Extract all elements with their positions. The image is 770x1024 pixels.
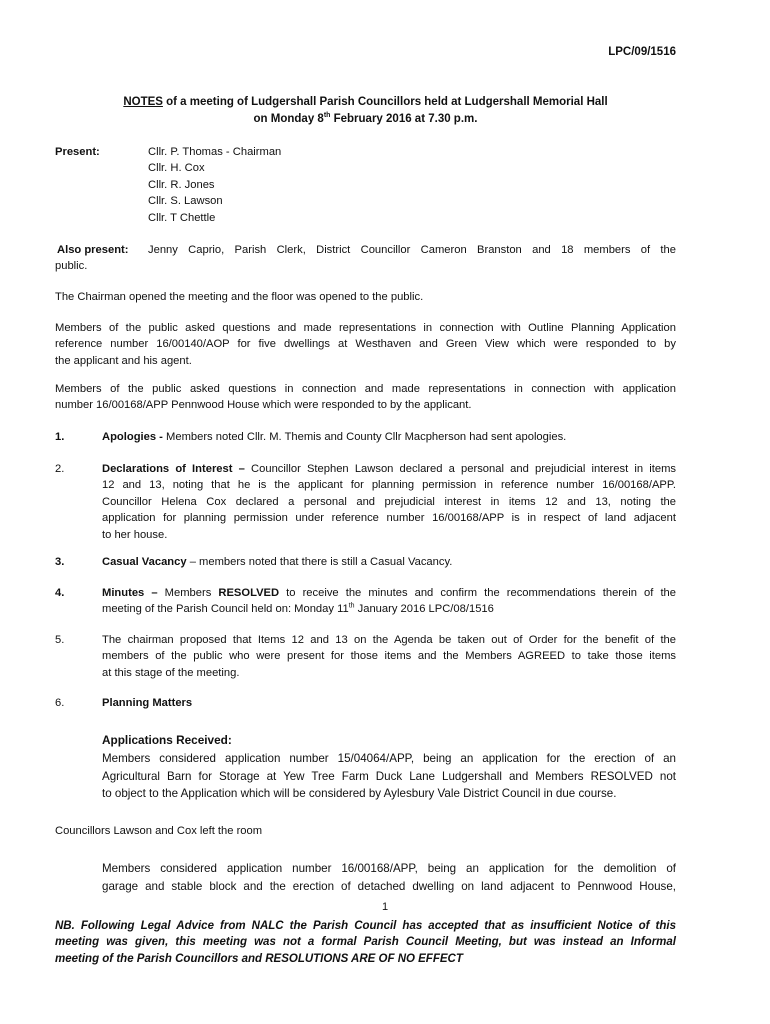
title-sup: th [323, 112, 331, 120]
item-text: application for planning permission under reference number 16/00168/APP is in respect of land adjacent [102, 512, 676, 525]
item-number: 1. [55, 431, 65, 443]
item-text: Councillor Stephen Lawson declared a personal and prejudicial interest in items [244, 463, 676, 475]
item-casual-vacancy [102, 554, 452, 570]
para-line: number 16/00168/APP Pennwood House which were responded to by the applicant. [55, 399, 472, 412]
para-line: Agricultural Barn for Storage at Yew Tree Farm Duck Lane Ludgershall and Members RESOLVED not [102, 769, 676, 783]
item-text: The chairman proposed that Items 12 and 13 on the Agenda be taken out of Order for the benefit of the [102, 634, 676, 646]
item-heading: Declarations of Interest – [102, 463, 245, 475]
item-planning-heading: Planning Matters [102, 697, 193, 709]
present-name: Cllr. T Chettle [148, 211, 216, 224]
para-line: Members considered application number 15/04064/APP, being an application for the erection of an [102, 752, 676, 765]
resolved-word: RESOLVED [218, 587, 280, 599]
title-line2-end: February 2016 at 7.30 p.m. [330, 113, 478, 125]
public-questions-paragraph-1 [55, 320, 676, 369]
item-text: members of the public who were present for those items and the Members AGREED to take those items [102, 650, 676, 663]
item-text: meeting of the Parish Council held on: Monday 11 [102, 603, 349, 616]
present-name: Cllr. P. Thomas - Chairman [148, 146, 282, 158]
opening-paragraph: The Chairman opened the meeting and the floor was opened to the public. [55, 291, 424, 303]
present-name: Cllr. S. Lawson [148, 195, 223, 208]
item-order-proposal [102, 632, 676, 681]
item-sup: th [348, 602, 355, 610]
applications-heading: Applications Received: [102, 733, 232, 747]
present-name: Cllr. R. Jones [148, 178, 215, 191]
title-line1: of a meeting of Ludgershall Parish Councillors held at Ludgershall Memorial Hall [162, 96, 608, 108]
footer-line: meeting was given, this meeting was not a formal Parish Council Meeting, but was instead an Informal [55, 936, 676, 949]
item-declarations [102, 461, 676, 543]
applications-paragraph [102, 750, 676, 803]
para-line: to object to the Application which will be considered by Aylesbury Vale District Council in due course. [102, 787, 617, 801]
item-number: 6. [55, 697, 65, 709]
legal-notice-footer [55, 918, 676, 967]
item-number: 3. [55, 556, 65, 568]
item-text: to receive the minutes and confirm the recommendations therein of the [279, 587, 677, 599]
para-line: Members of the public asked questions in connection and made representations in connection with application [55, 383, 676, 395]
item-text: at this stage of the meeting. [102, 666, 240, 679]
present-list [148, 144, 281, 226]
para-line: the applicant and his agent. [55, 354, 192, 367]
item-heading: Minutes – [102, 587, 158, 599]
item-number: 2. [55, 463, 65, 475]
also-present-label: Also present: [57, 244, 129, 256]
item-number: 4. [55, 587, 65, 599]
para-line: reference number 16/00140/AOP for five dwellings at Westhaven and Green View which were responded to by [55, 338, 676, 351]
footer-line: NB. Following Legal Advice from NALC the Parish Council has accepted that as insufficient Notice of this [55, 920, 676, 932]
application-2-paragraph [102, 860, 676, 895]
item-heading: Apologies - [102, 431, 167, 443]
item-text: 12 and 13, noting that he is the applicant for planning permission in reference number 16/00168/APP. [102, 479, 676, 492]
title-line2: on Monday 8 [253, 113, 324, 125]
item-text: Members [157, 587, 219, 599]
also-present-text: Jenny Caprio, Parish Clerk, District Councillor Cameron Branston and 18 members of the [148, 244, 676, 256]
present-name: Cllr. H. Cox [148, 162, 205, 175]
also-present-text-cont: public. [55, 260, 88, 272]
document-title [55, 94, 676, 128]
para-line: Members of the public asked questions and made representations in connection with Outline Planning Application [55, 322, 676, 334]
item-text: Members noted Cllr. M. Themis and County Cllr Macpherson had sent apologies. [166, 431, 567, 443]
item-heading: Casual Vacancy [102, 556, 187, 568]
document-reference: LPC/09/1516 [608, 46, 676, 58]
item-text: – members noted that there is still a Casual Vacancy. [186, 556, 453, 568]
present-label: Present: [55, 146, 100, 158]
page-number: 1 [381, 901, 389, 913]
public-questions-paragraph-2 [55, 381, 676, 414]
title-notes: NOTES [123, 96, 163, 108]
item-text: Councillor Helena Cox declared a personal and prejudicial interest in items 12 and 13, noting the [102, 495, 676, 508]
item-apologies [102, 429, 566, 445]
para-line: garage and stable block and the erection of detached dwelling on land adjacent to Pennwood House, [102, 879, 676, 893]
footer-line: meeting of the Parish Councillors and RESOLUTIONS ARE OF NO EFFECT [55, 952, 463, 965]
left-room-note: Councillors Lawson and Cox left the room [55, 825, 263, 837]
item-text: January 2016 LPC/08/1516 [354, 603, 494, 616]
item-number: 5. [55, 634, 65, 646]
item-minutes [102, 585, 676, 618]
item-text: to her house. [102, 528, 168, 541]
para-line: Members considered application number 16/00168/APP, being an application for the demolition of [102, 862, 676, 875]
